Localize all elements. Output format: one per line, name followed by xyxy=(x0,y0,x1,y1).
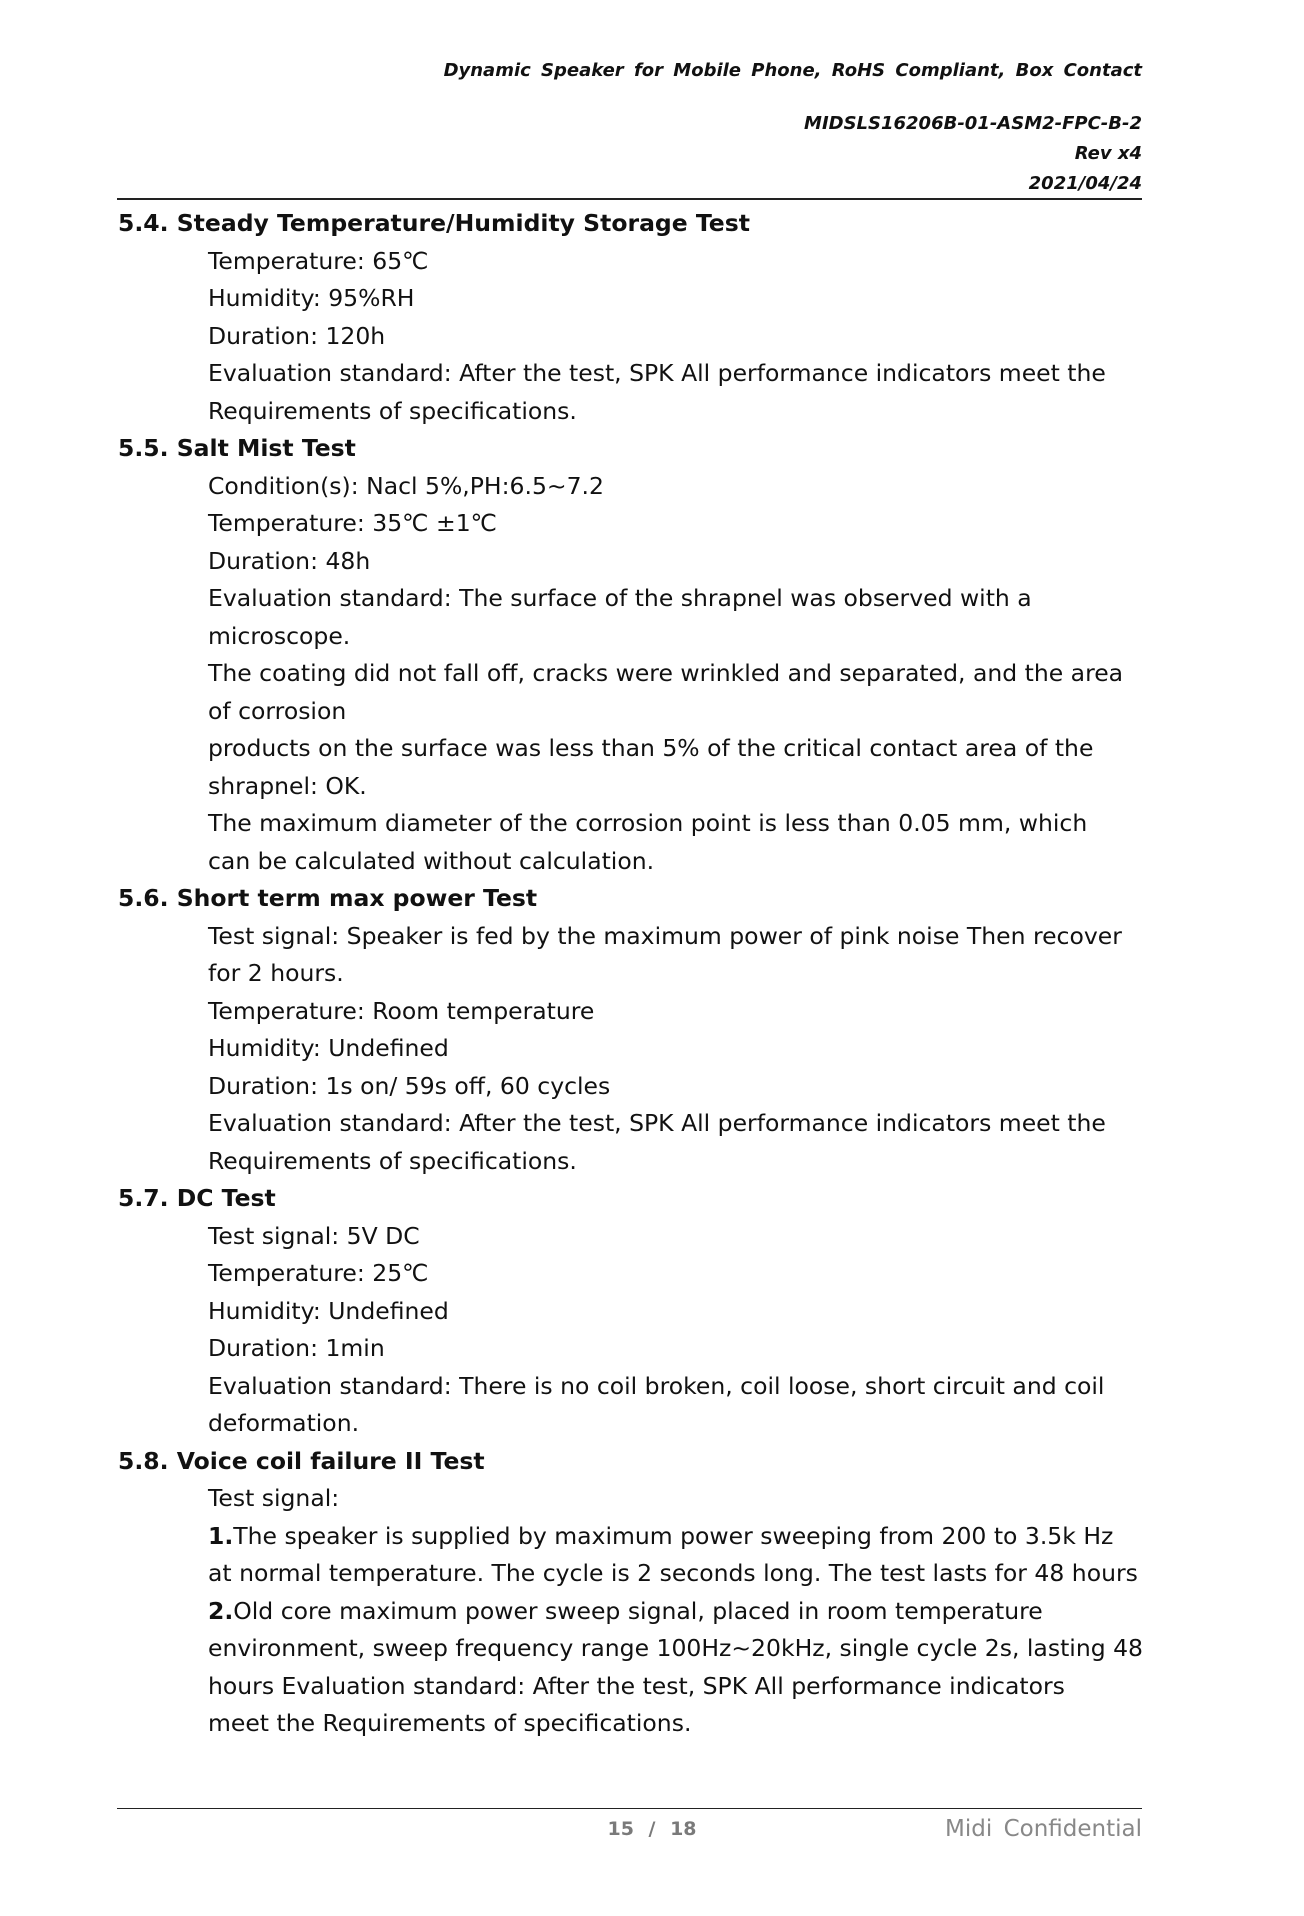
section-5-6 xyxy=(0,880,1304,1180)
section-line: deformation. xyxy=(208,1409,360,1437)
section-line: Duration: 48h xyxy=(208,546,371,575)
section-line: Temperature: 25℃ xyxy=(208,1259,429,1287)
page-content xyxy=(0,205,1304,1743)
section-line: Temperature: Room temperature xyxy=(208,996,595,1025)
section-line: The coating did not fall off, cracks were wrinkled and separated, and the area xyxy=(208,659,1124,687)
section-line: Humidity: 95%RH xyxy=(208,284,415,312)
numbered-item-1 xyxy=(0,1518,1304,1556)
confidential-label: Midi Confidential xyxy=(945,1816,1142,1842)
item-text: Old core maximum power sweep signal, placed in room temperature xyxy=(233,1596,1043,1625)
document-title: Dynamic Speaker for Mobile Phone, RoHS Compliant, Box Contact xyxy=(443,60,1142,81)
section-title: 5.7. DC Test xyxy=(118,1184,276,1212)
section-line: Evaluation standard: After the test, SPK All performance indicators meet the xyxy=(208,1109,1106,1137)
section-title: 5.5. Salt Mist Test xyxy=(118,434,356,462)
section-line: Temperature: 65℃ xyxy=(208,246,429,275)
section-line: Temperature: 35℃ ±1℃ xyxy=(208,509,498,537)
section-line: Duration: 1min xyxy=(208,1334,385,1362)
section-line: Duration: 120h xyxy=(208,321,386,350)
section-line: for 2 hours. xyxy=(208,959,344,987)
document-date: 2021/04/24 xyxy=(1028,173,1142,194)
section-line: Evaluation standard: There is no coil broken, coil loose, short circuit and coil xyxy=(208,1371,1105,1400)
section-line: Test signal: Speaker is fed by the maximum power of pink noise Then recover xyxy=(208,921,1122,950)
section-line: products on the surface was less than 5% of the critical contact area of the xyxy=(208,734,1094,762)
section-5-8 xyxy=(0,1443,1304,1743)
section-line: of corrosion xyxy=(208,696,347,725)
section-line: Condition(s): Nacl 5%,PH:6.5~7.2 xyxy=(208,471,604,500)
section-title: 5.8. Voice coil failure II Test xyxy=(118,1446,485,1475)
section-line: Humidity: Undefined xyxy=(208,1296,449,1325)
section-line: environment, sweep frequency range 100Hz~20kHz, single cycle 2s, lasting 48 xyxy=(208,1634,1143,1662)
item-number: 2. xyxy=(208,1596,234,1625)
section-title: 5.4. Steady Temperature/Humidity Storage Test xyxy=(118,209,750,237)
section-title: 5.6. Short term max power Test xyxy=(118,884,538,912)
section-line: Evaluation standard: After the test, SPK All performance indicators meet the xyxy=(208,359,1106,387)
document-revision: Rev x4 xyxy=(1074,143,1142,164)
section-line: at normal temperature. The cycle is 2 seconds long. The test lasts for 48 hours xyxy=(208,1559,1138,1587)
section-line: shrapnel: OK. xyxy=(208,771,367,800)
section-line: hours Evaluation standard: After the test, SPK All performance indicators xyxy=(208,1671,1065,1700)
section-5-4 xyxy=(0,205,1304,430)
section-line: The maximum diameter of the corrosion point is less than 0.05 mm, which xyxy=(208,809,1088,837)
section-5-5 xyxy=(0,430,1304,880)
item-number: 1. xyxy=(208,1521,234,1550)
section-line: can be calculated without calculation. xyxy=(208,846,655,875)
numbered-item-2 xyxy=(0,1593,1304,1631)
page-number: 15 / 18 xyxy=(607,1818,697,1840)
section-line: Requirements of specifications. xyxy=(208,396,577,425)
section-line: Evaluation standard: The surface of the shrapnel was observed with a xyxy=(208,584,1032,612)
section-line: Test signal: xyxy=(208,1484,340,1512)
section-line: Test signal: 5V DC xyxy=(208,1221,420,1250)
section-line: Requirements of specifications. xyxy=(208,1146,577,1175)
section-line: meet the Requirements of specifications. xyxy=(208,1709,692,1737)
item-text: The speaker is supplied by maximum power sweeping from 200 to 3.5k Hz xyxy=(233,1521,1114,1550)
header-rule xyxy=(117,198,1142,200)
footer-rule xyxy=(117,1808,1142,1809)
section-line: Duration: 1s on/ 59s off, 60 cycles xyxy=(208,1071,611,1100)
section-line: Humidity: Undefined xyxy=(208,1034,449,1062)
document-number: MIDSLS16206B-01-ASM2-FPC-B-2 xyxy=(804,113,1142,134)
section-line: microscope. xyxy=(208,621,351,650)
section-5-7 xyxy=(0,1180,1304,1443)
